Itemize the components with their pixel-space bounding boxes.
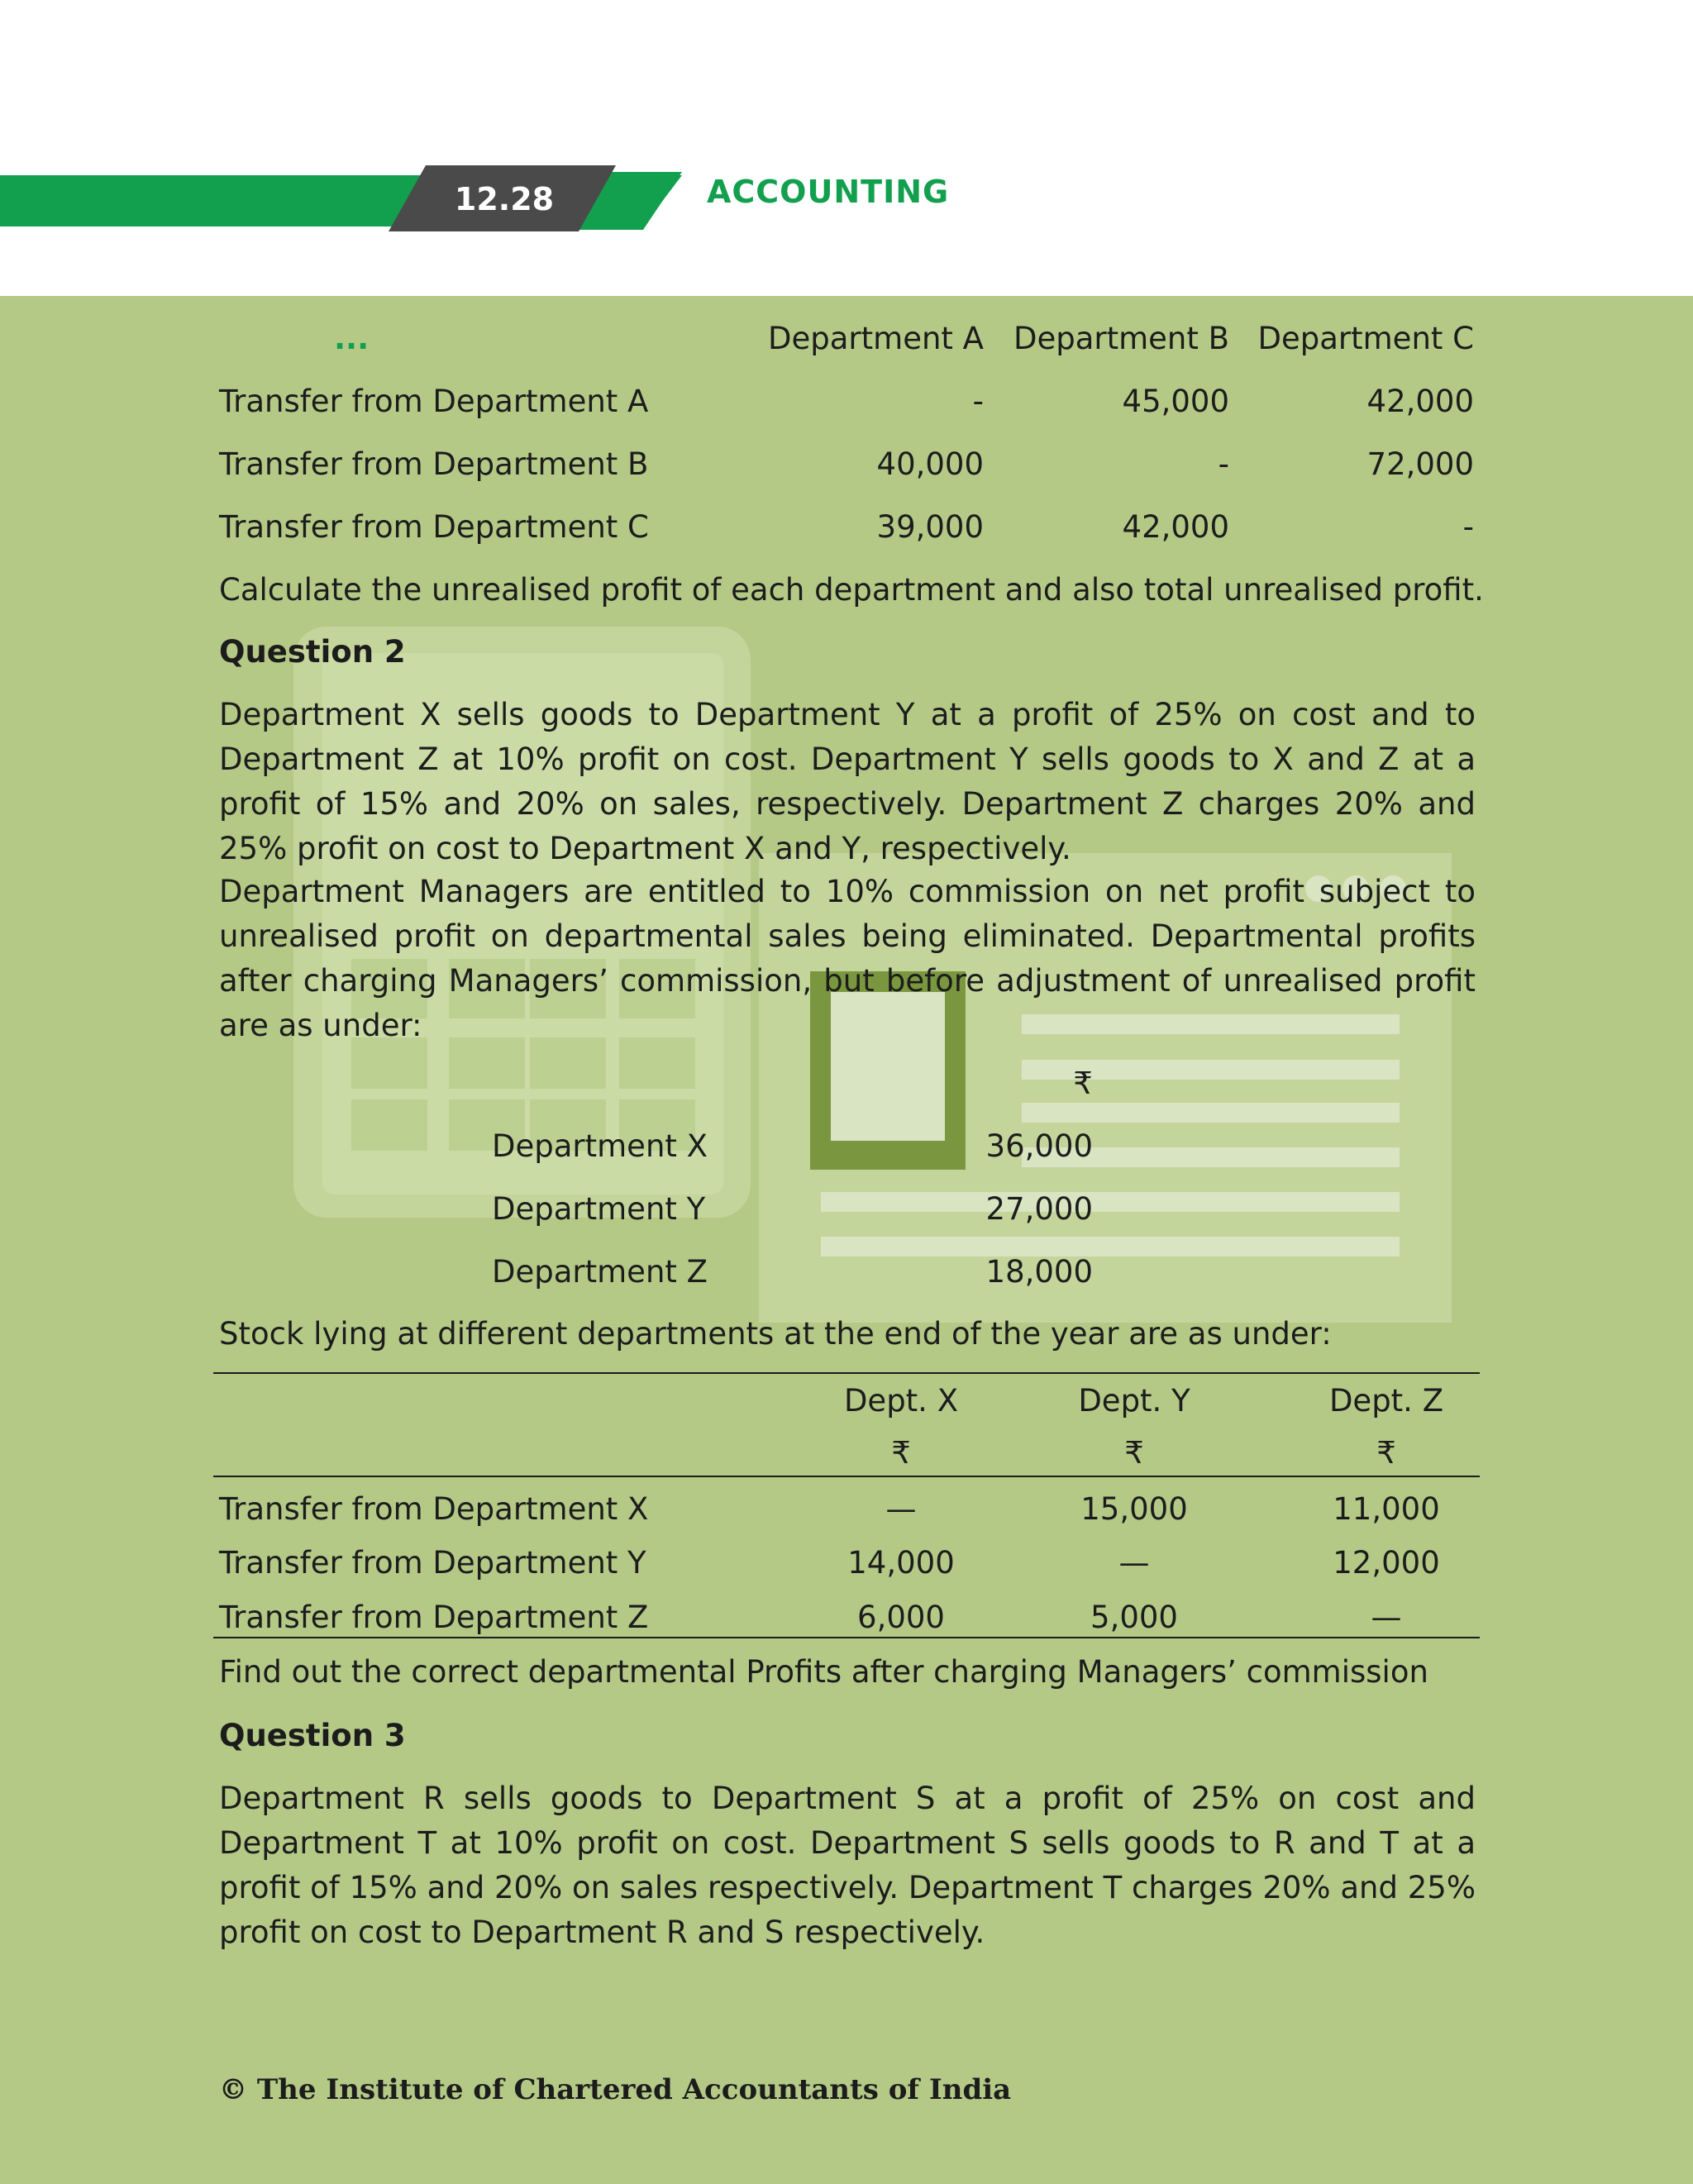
table1-cell: 42,000	[1366, 384, 1474, 419]
stock-cell: 12,000	[1333, 1545, 1440, 1581]
stock-cell: —	[885, 1491, 917, 1527]
table1-cell: 40,000	[876, 446, 984, 482]
question3-heading: Question 3	[219, 1718, 406, 1753]
stock-row-label: Transfer from Department Z	[219, 1600, 649, 1635]
stock-row-label: Transfer from Department X	[219, 1491, 649, 1527]
table1-cell: -	[972, 384, 984, 419]
continuation-mark: ...	[334, 321, 370, 356]
stock-cell: 11,000	[1333, 1491, 1440, 1527]
profit-row-label: Department Z	[492, 1254, 708, 1290]
stock-header-dept-z: Dept. Z	[1328, 1383, 1444, 1419]
table1-row-label: Transfer from Department B	[219, 446, 649, 482]
table1-cell: 39,000	[876, 509, 984, 545]
profit-row-value: 18,000	[985, 1254, 1093, 1290]
stock-cell: 5,000	[1090, 1600, 1178, 1635]
table1-cell: 45,000	[1122, 384, 1229, 419]
profit-row-value: 27,000	[985, 1191, 1093, 1227]
table1-cell: -	[1462, 509, 1474, 545]
stock-intro-text: Stock lying at different departments at the end of the year are as under:	[219, 1316, 1332, 1352]
stock-cell: —	[1118, 1545, 1150, 1581]
stock-table-bottom-rule	[213, 1637, 1480, 1638]
question2-paragraph-1: Department X sells goods to Department Y at a profit of 25% on cost and to Department Z at 10% profit on cost. Department Y sells goods to X and Z at a profit of 15% and 20% on sales, respectively. Department Z charges 20% and 25% profit on cost to Department X and Y, respectively.	[219, 697, 1476, 866]
page-number: 12.28	[454, 181, 555, 217]
stock-header-dept-y: Dept. Y	[1078, 1383, 1190, 1419]
profit-row-label: Department X	[492, 1128, 708, 1164]
table1-cell: -	[1218, 446, 1229, 482]
table1-header-dept-c: Department C	[1257, 321, 1474, 356]
running-title: ACCOUNTING	[707, 174, 950, 210]
copyright-footer: © The Institute of Chartered Accountants of India	[219, 2073, 1012, 2106]
table1-cell: 72,000	[1366, 446, 1474, 482]
table1-header-dept-b: Department B	[1013, 321, 1229, 356]
table1-header-dept-a: Department A	[768, 321, 984, 356]
stock-cell: 6,000	[857, 1600, 945, 1635]
stock-cell: —	[1371, 1600, 1402, 1635]
table1-cell: 42,000	[1122, 509, 1229, 545]
question2-paragraph-2: Department Managers are entitled to 10% commission on net profit subject to unrealised profit on departmental sales being eliminated. Departmental profits after charging Managers’ commission, but before adjustment of unrealised profit are as under:	[219, 874, 1476, 1043]
stock-currency-z: ₹	[1376, 1435, 1396, 1471]
profit-row-label: Department Y	[492, 1191, 706, 1227]
stock-table-header-rule	[213, 1476, 1480, 1477]
stock-header-dept-x: Dept. X	[843, 1383, 959, 1419]
profit-row-value: 36,000	[985, 1128, 1093, 1164]
profits-currency-symbol: ₹	[1073, 1066, 1093, 1101]
stock-currency-x: ₹	[891, 1435, 911, 1471]
question3-paragraph-1: Department R sells goods to Department S at a profit of 25% on cost and Department T at 10% profit on cost. Department S sells goods to R and T at a profit of 15% and 20% on sales respectively. Department T charges 20% and 25% profit on cost to Department R and S respectively.	[219, 1781, 1476, 1950]
table1-row-label: Transfer from Department A	[219, 384, 649, 419]
table1-row-label: Transfer from Department C	[219, 509, 649, 545]
stock-currency-y: ₹	[1124, 1435, 1144, 1471]
question2-heading: Question 2	[219, 634, 406, 670]
stock-cell: 15,000	[1080, 1491, 1188, 1527]
stock-row-label: Transfer from Department Y	[219, 1545, 646, 1581]
instruction-unrealised-profit: Calculate the unrealised profit of each department and also total unrealised profit.	[219, 572, 1484, 608]
question2-instruction: Find out the correct departmental Profits after charging Managers’ commission	[219, 1654, 1428, 1690]
stock-cell: 14,000	[847, 1545, 955, 1581]
stock-table-top-rule	[213, 1372, 1480, 1374]
